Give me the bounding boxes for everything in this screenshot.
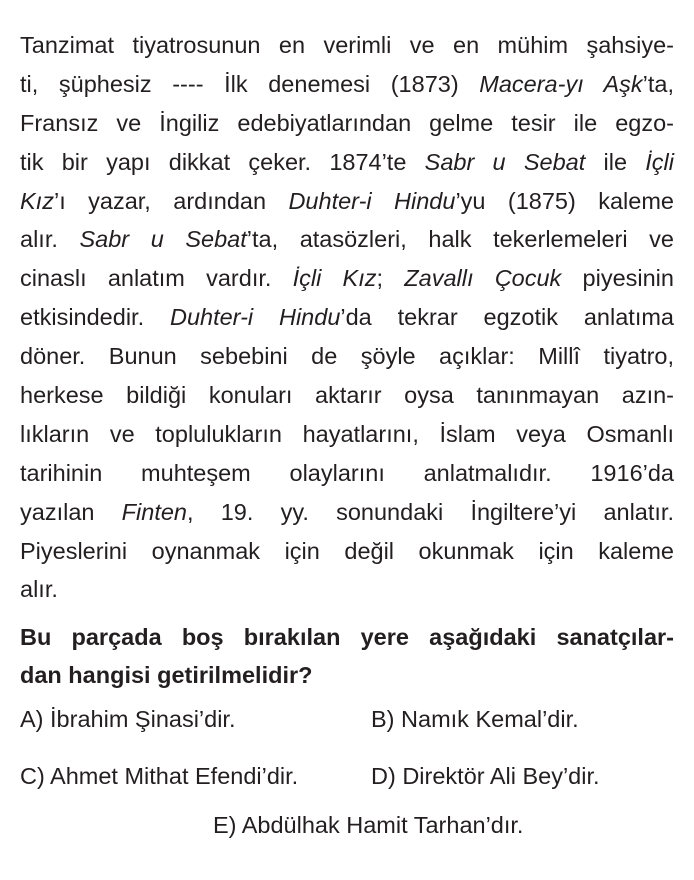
text-segment: ’ı yazar, ardından — [53, 187, 289, 214]
text-segment: lıkların ve toplulukların hayatlarını, İslam veya Osmanlı — [20, 420, 674, 447]
passage-line — [20, 298, 674, 337]
text-segment: Fransız ve İngiliz edebiyatlarından gelme tesir ile egzo- — [20, 109, 674, 136]
passage-line — [20, 376, 674, 415]
passage-line — [20, 220, 674, 259]
text-segment: ’ta, atasözleri, halk tekerlemeleri ve — [246, 226, 674, 253]
text-segment: yazılan — [20, 498, 122, 525]
passage-line — [20, 26, 674, 65]
passage-line — [20, 493, 674, 532]
passage-line — [20, 259, 674, 298]
italic-title: Kız — [20, 187, 54, 214]
option-a[interactable]: A) İbrahim Şinasi’dir. — [20, 706, 236, 732]
italic-title: Duhter-i Hindu — [169, 304, 341, 331]
text-segment: ile — [585, 148, 646, 175]
passage-line — [20, 104, 674, 143]
text-segment: alır. — [20, 226, 80, 253]
italic-title: İçli — [645, 148, 674, 175]
text-segment: ti, şüphesiz ---- İlk denemesi (1873) — [20, 70, 480, 97]
passage-line — [20, 454, 674, 493]
text-segment: etkisindedir. — [20, 304, 170, 331]
text-segment: piyesinin — [561, 265, 674, 292]
text-segment: Piyeslerini oynanmak için değil okunmak için kaleme — [20, 537, 674, 564]
text-segment: , 19. yy. sonundaki İngiltere’yi anlatır. — [187, 498, 674, 525]
text-segment: ’yu (1875) kaleme — [455, 187, 674, 214]
text-segment: herkese bildiği konuları aktarır oysa tanınmayan azın- — [20, 382, 674, 409]
question-stem — [20, 618, 674, 694]
option-e[interactable]: E) Abdülhak Hamit Tarhan’dır. — [213, 812, 524, 838]
text-segment: Tanzimat tiyatrosunun en verimli ve en mühim şahsiye- — [20, 32, 674, 58]
italic-title: Sabr u Sebat — [424, 148, 586, 175]
passage-line — [20, 570, 674, 609]
text-segment: ; — [376, 265, 405, 292]
italic-title: Sabr u Sebat — [79, 226, 247, 253]
passage-line — [20, 182, 674, 221]
text-segment: ’ta, — [642, 70, 674, 97]
option-c[interactable]: C) Ahmet Mithat Efendi’dir. — [20, 763, 299, 789]
text-segment: alır. — [20, 576, 58, 603]
text-segment: döner. Bunun sebebini de şöyle açıklar: Millî tiyatro, — [20, 343, 674, 370]
passage-line — [20, 143, 674, 182]
italic-title: Macera-yı Aşk — [479, 70, 643, 97]
passage-line — [20, 415, 674, 454]
text-segment: ’da tekrar egzotik anlatıma — [340, 304, 674, 331]
italic-title: İçli Kız — [292, 265, 377, 292]
italic-title: Zavallı Çocuk — [404, 265, 562, 292]
passage-line — [20, 65, 674, 104]
italic-title: Duhter-i Hindu — [288, 187, 456, 214]
question-line: Bu parçada boş bırakılan yere aşağıdaki sanatçılar- — [20, 624, 674, 650]
text-segment: tarihinin muhteşem olaylarını anlatmalıdır. 1916’da — [20, 459, 674, 486]
passage-line — [20, 337, 674, 376]
italic-title: Finten — [121, 498, 187, 525]
text-segment: cinaslı anlatım vardır. — [20, 265, 293, 292]
passage-line — [20, 532, 674, 571]
passage-text — [20, 26, 674, 609]
question-line: dan hangisi getirilmelidir? — [20, 662, 313, 688]
option-d[interactable]: D) Direktör Ali Bey’dir. — [371, 763, 600, 789]
option-b[interactable]: B) Namık Kemal’dir. — [371, 706, 579, 732]
text-segment: tik bir yapı dikkat çeker. 1874’te — [20, 148, 425, 175]
